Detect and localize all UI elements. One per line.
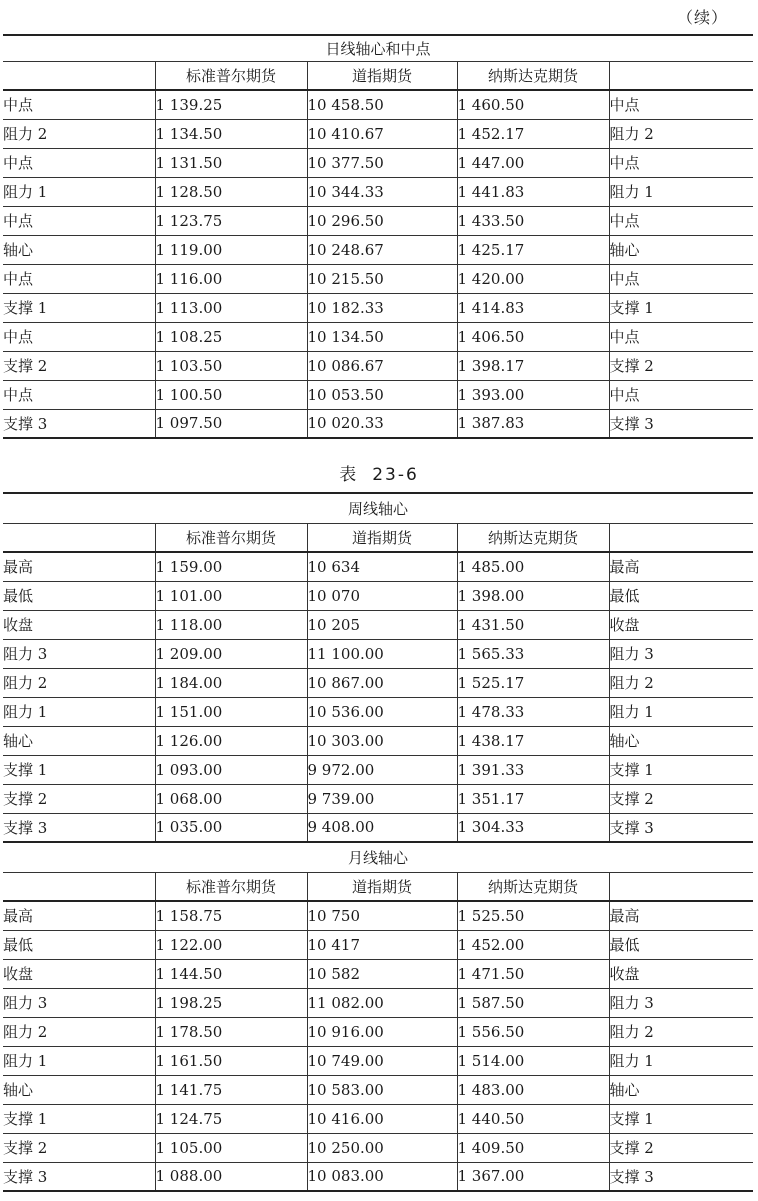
table-row [3,293,753,322]
row-label-right: 中点 [609,322,753,351]
table-row [3,380,753,409]
row-label-right: 阻力 3 [609,639,753,668]
row-label: 最高 [3,552,155,581]
table-caption-number: 23-6 [372,465,419,485]
table-row [3,148,753,177]
row-label: 支撑 1 [3,755,155,784]
table-row [3,1104,753,1133]
dow-value: 9 408.00 [307,813,457,842]
sp-value: 1 105.00 [155,1133,307,1162]
nasdaq-value: 1 556.50 [457,1017,609,1046]
table-row [3,639,753,668]
monthly-header-blank [3,872,155,901]
row-label-right: 支撑 2 [609,1133,753,1162]
row-label: 轴心 [3,1075,155,1104]
sp-value: 1 123.75 [155,206,307,235]
sp-value: 1 101.00 [155,581,307,610]
row-label: 支撑 2 [3,1133,155,1162]
row-label: 阻力 1 [3,177,155,206]
table-row [3,988,753,1017]
dow-value: 10 634 [307,552,457,581]
row-label: 阻力 3 [3,639,155,668]
nasdaq-value: 1 351.17 [457,784,609,813]
row-label: 中点 [3,90,155,119]
table-row [3,901,753,930]
weekly-header-row [3,523,753,552]
row-label: 支撑 3 [3,813,155,842]
sp-value: 1 068.00 [155,784,307,813]
table-row [3,1162,753,1191]
row-label-right: 轴心 [609,235,753,264]
row-label-right: 轴心 [609,726,753,755]
monthly-header-nasdaq-futures: 纳斯达克期货 [457,872,609,901]
monthly-header-sp-futures: 标准普尔期货 [155,872,307,901]
nasdaq-value: 1 414.83 [457,293,609,322]
nasdaq-value: 1 452.00 [457,930,609,959]
daily-title-row [3,35,753,61]
monthly-header-row [3,872,753,901]
row-label: 支撑 3 [3,1162,155,1191]
row-label-right: 最高 [609,901,753,930]
dow-value: 10 134.50 [307,322,457,351]
row-label: 收盘 [3,610,155,639]
row-label-right: 中点 [609,206,753,235]
dow-value: 11 082.00 [307,988,457,1017]
table-row [3,581,753,610]
monthly-title-row [3,842,753,872]
daily-header-blank [3,61,155,90]
table-row [3,90,753,119]
table-row [3,755,753,784]
dow-value: 10 070 [307,581,457,610]
dow-value: 10 916.00 [307,1017,457,1046]
row-label: 阻力 2 [3,668,155,697]
monthly-header-dow-futures: 道指期货 [307,872,457,901]
dow-value: 10 536.00 [307,697,457,726]
row-label-right: 支撑 1 [609,755,753,784]
nasdaq-value: 1 452.17 [457,119,609,148]
monthly-section-title: 月线轴心 [3,842,753,872]
nasdaq-value: 1 514.00 [457,1046,609,1075]
row-label-right: 支撑 1 [609,293,753,322]
nasdaq-value: 1 406.50 [457,322,609,351]
table-row [3,1046,753,1075]
sp-value: 1 113.00 [155,293,307,322]
row-label: 支撑 2 [3,784,155,813]
dow-value: 10 410.67 [307,119,457,148]
row-label-right: 支撑 2 [609,784,753,813]
nasdaq-value: 1 471.50 [457,959,609,988]
row-label: 支撑 1 [3,293,155,322]
sp-value: 1 131.50 [155,148,307,177]
dow-value: 10 417 [307,930,457,959]
daily-section-title: 日线轴心和中点 [3,35,753,61]
weekly-header-blank [3,523,155,552]
row-label: 阻力 2 [3,119,155,148]
nasdaq-value: 1 441.83 [457,177,609,206]
table-row [3,351,753,380]
dow-value: 10 083.00 [307,1162,457,1191]
table-row [3,322,753,351]
nasdaq-value: 1 478.33 [457,697,609,726]
sp-value: 1 151.00 [155,697,307,726]
row-label-right: 轴心 [609,1075,753,1104]
sp-value: 1 126.00 [155,726,307,755]
dow-value: 10 296.50 [307,206,457,235]
row-label-right: 阻力 3 [609,988,753,1017]
dow-value: 10 750 [307,901,457,930]
dow-value: 10 182.33 [307,293,457,322]
dow-value: 10 086.67 [307,351,457,380]
nasdaq-value: 1 525.17 [457,668,609,697]
weekly-header-blank-right [609,523,753,552]
nasdaq-value: 1 440.50 [457,1104,609,1133]
weekly-section-title: 周线轴心 [3,493,753,523]
nasdaq-value: 1 387.83 [457,409,609,438]
row-label: 中点 [3,206,155,235]
sp-value: 1 209.00 [155,639,307,668]
row-label-right: 最高 [609,552,753,581]
dow-value: 10 303.00 [307,726,457,755]
dow-value: 10 416.00 [307,1104,457,1133]
dow-value: 10 248.67 [307,235,457,264]
table-row [3,177,753,206]
daily-header-blank-right [609,61,753,90]
dow-value: 10 582 [307,959,457,988]
dow-value: 9 739.00 [307,784,457,813]
sp-value: 1 198.25 [155,988,307,1017]
row-label: 最高 [3,901,155,930]
row-label-right: 支撑 2 [609,351,753,380]
nasdaq-value: 1 433.50 [457,206,609,235]
row-label: 阻力 3 [3,988,155,1017]
sp-value: 1 088.00 [155,1162,307,1191]
sp-value: 1 108.25 [155,322,307,351]
row-label-right: 支撑 3 [609,813,753,842]
sp-value: 1 116.00 [155,264,307,293]
row-label: 中点 [3,380,155,409]
table-row [3,697,753,726]
sp-value: 1 161.50 [155,1046,307,1075]
row-label-right: 最低 [609,581,753,610]
dow-value: 10 053.50 [307,380,457,409]
table-row [3,119,753,148]
table-row [3,409,753,438]
weekly-monthly-pivot-table [3,492,753,1192]
row-label-right: 阻力 1 [609,1046,753,1075]
nasdaq-value: 1 367.00 [457,1162,609,1191]
sp-value: 1 159.00 [155,552,307,581]
row-label: 收盘 [3,959,155,988]
row-label: 阻力 2 [3,1017,155,1046]
dow-value: 10 377.50 [307,148,457,177]
row-label: 轴心 [3,726,155,755]
dow-value: 9 972.00 [307,755,457,784]
dow-value: 11 100.00 [307,639,457,668]
weekly-header-sp-futures: 标准普尔期货 [155,523,307,552]
table-row [3,930,753,959]
daily-header-sp-futures: 标准普尔期货 [155,61,307,90]
dow-value: 10 205 [307,610,457,639]
weekly-header-nasdaq-futures: 纳斯达克期货 [457,523,609,552]
nasdaq-value: 1 420.00 [457,264,609,293]
sp-value: 1 093.00 [155,755,307,784]
sp-value: 1 103.50 [155,351,307,380]
dow-value: 10 583.00 [307,1075,457,1104]
daily-pivot-table [3,34,753,439]
table-row [3,1075,753,1104]
sp-value: 1 178.50 [155,1017,307,1046]
table-row [3,264,753,293]
row-label: 中点 [3,264,155,293]
sp-value: 1 141.75 [155,1075,307,1104]
table-row [3,235,753,264]
row-label-right: 支撑 3 [609,1162,753,1191]
table-row [3,1133,753,1162]
nasdaq-value: 1 425.17 [457,235,609,264]
sp-value: 1 035.00 [155,813,307,842]
sp-value: 1 158.75 [155,901,307,930]
row-label-right: 最低 [609,930,753,959]
table-caption-label: 表 [339,465,359,485]
row-label: 支撑 3 [3,409,155,438]
row-label-right: 支撑 1 [609,1104,753,1133]
table-row [3,784,753,813]
nasdaq-value: 1 409.50 [457,1133,609,1162]
row-label: 中点 [3,322,155,351]
row-label-right: 中点 [609,264,753,293]
nasdaq-value: 1 587.50 [457,988,609,1017]
sp-value: 1 139.25 [155,90,307,119]
dow-value: 10 020.33 [307,409,457,438]
dow-value: 10 215.50 [307,264,457,293]
sp-value: 1 118.00 [155,610,307,639]
nasdaq-value: 1 485.00 [457,552,609,581]
sp-value: 1 128.50 [155,177,307,206]
sp-value: 1 134.50 [155,119,307,148]
sp-value: 1 119.00 [155,235,307,264]
nasdaq-value: 1 431.50 [457,610,609,639]
row-label: 支撑 1 [3,1104,155,1133]
nasdaq-value: 1 391.33 [457,755,609,784]
weekly-title-row [3,493,753,523]
dow-value: 10 867.00 [307,668,457,697]
sp-value: 1 100.50 [155,380,307,409]
nasdaq-value: 1 447.00 [457,148,609,177]
table-row [3,959,753,988]
table-row [3,610,753,639]
sp-value: 1 184.00 [155,668,307,697]
dow-value: 10 250.00 [307,1133,457,1162]
row-label-right: 阻力 2 [609,668,753,697]
row-label-right: 阻力 2 [609,1017,753,1046]
row-label-right: 阻力 1 [609,697,753,726]
table-row [3,813,753,842]
dow-value: 10 458.50 [307,90,457,119]
row-label-right: 收盘 [609,610,753,639]
row-label: 中点 [3,148,155,177]
row-label-right: 阻力 1 [609,177,753,206]
dow-value: 10 344.33 [307,177,457,206]
daily-header-nasdaq-futures: 纳斯达克期货 [457,61,609,90]
row-label-right: 中点 [609,90,753,119]
row-label: 阻力 1 [3,697,155,726]
table-row [3,726,753,755]
daily-header-row [3,61,753,90]
table-row [3,552,753,581]
row-label: 轴心 [3,235,155,264]
sp-value: 1 097.50 [155,409,307,438]
nasdaq-value: 1 460.50 [457,90,609,119]
row-label-right: 阻力 2 [609,119,753,148]
nasdaq-value: 1 483.00 [457,1075,609,1104]
row-label: 最低 [3,930,155,959]
table-row [3,1017,753,1046]
row-label: 阻力 1 [3,1046,155,1075]
sp-value: 1 124.75 [155,1104,307,1133]
daily-header-dow-futures: 道指期货 [307,61,457,90]
nasdaq-value: 1 525.50 [457,901,609,930]
row-label-right: 支撑 3 [609,409,753,438]
row-label: 最低 [3,581,155,610]
table-row [3,668,753,697]
table-caption [0,460,758,485]
row-label-right: 中点 [609,148,753,177]
row-label: 支撑 2 [3,351,155,380]
nasdaq-value: 1 304.33 [457,813,609,842]
sp-value: 1 144.50 [155,959,307,988]
nasdaq-value: 1 565.33 [457,639,609,668]
weekly-header-dow-futures: 道指期货 [307,523,457,552]
table-row [3,206,753,235]
nasdaq-value: 1 398.00 [457,581,609,610]
nasdaq-value: 1 398.17 [457,351,609,380]
row-label-right: 收盘 [609,959,753,988]
row-label-right: 中点 [609,380,753,409]
monthly-header-blank-right [609,872,753,901]
sp-value: 1 122.00 [155,930,307,959]
continued-label: （续） [676,8,728,27]
dow-value: 10 749.00 [307,1046,457,1075]
nasdaq-value: 1 393.00 [457,380,609,409]
nasdaq-value: 1 438.17 [457,726,609,755]
